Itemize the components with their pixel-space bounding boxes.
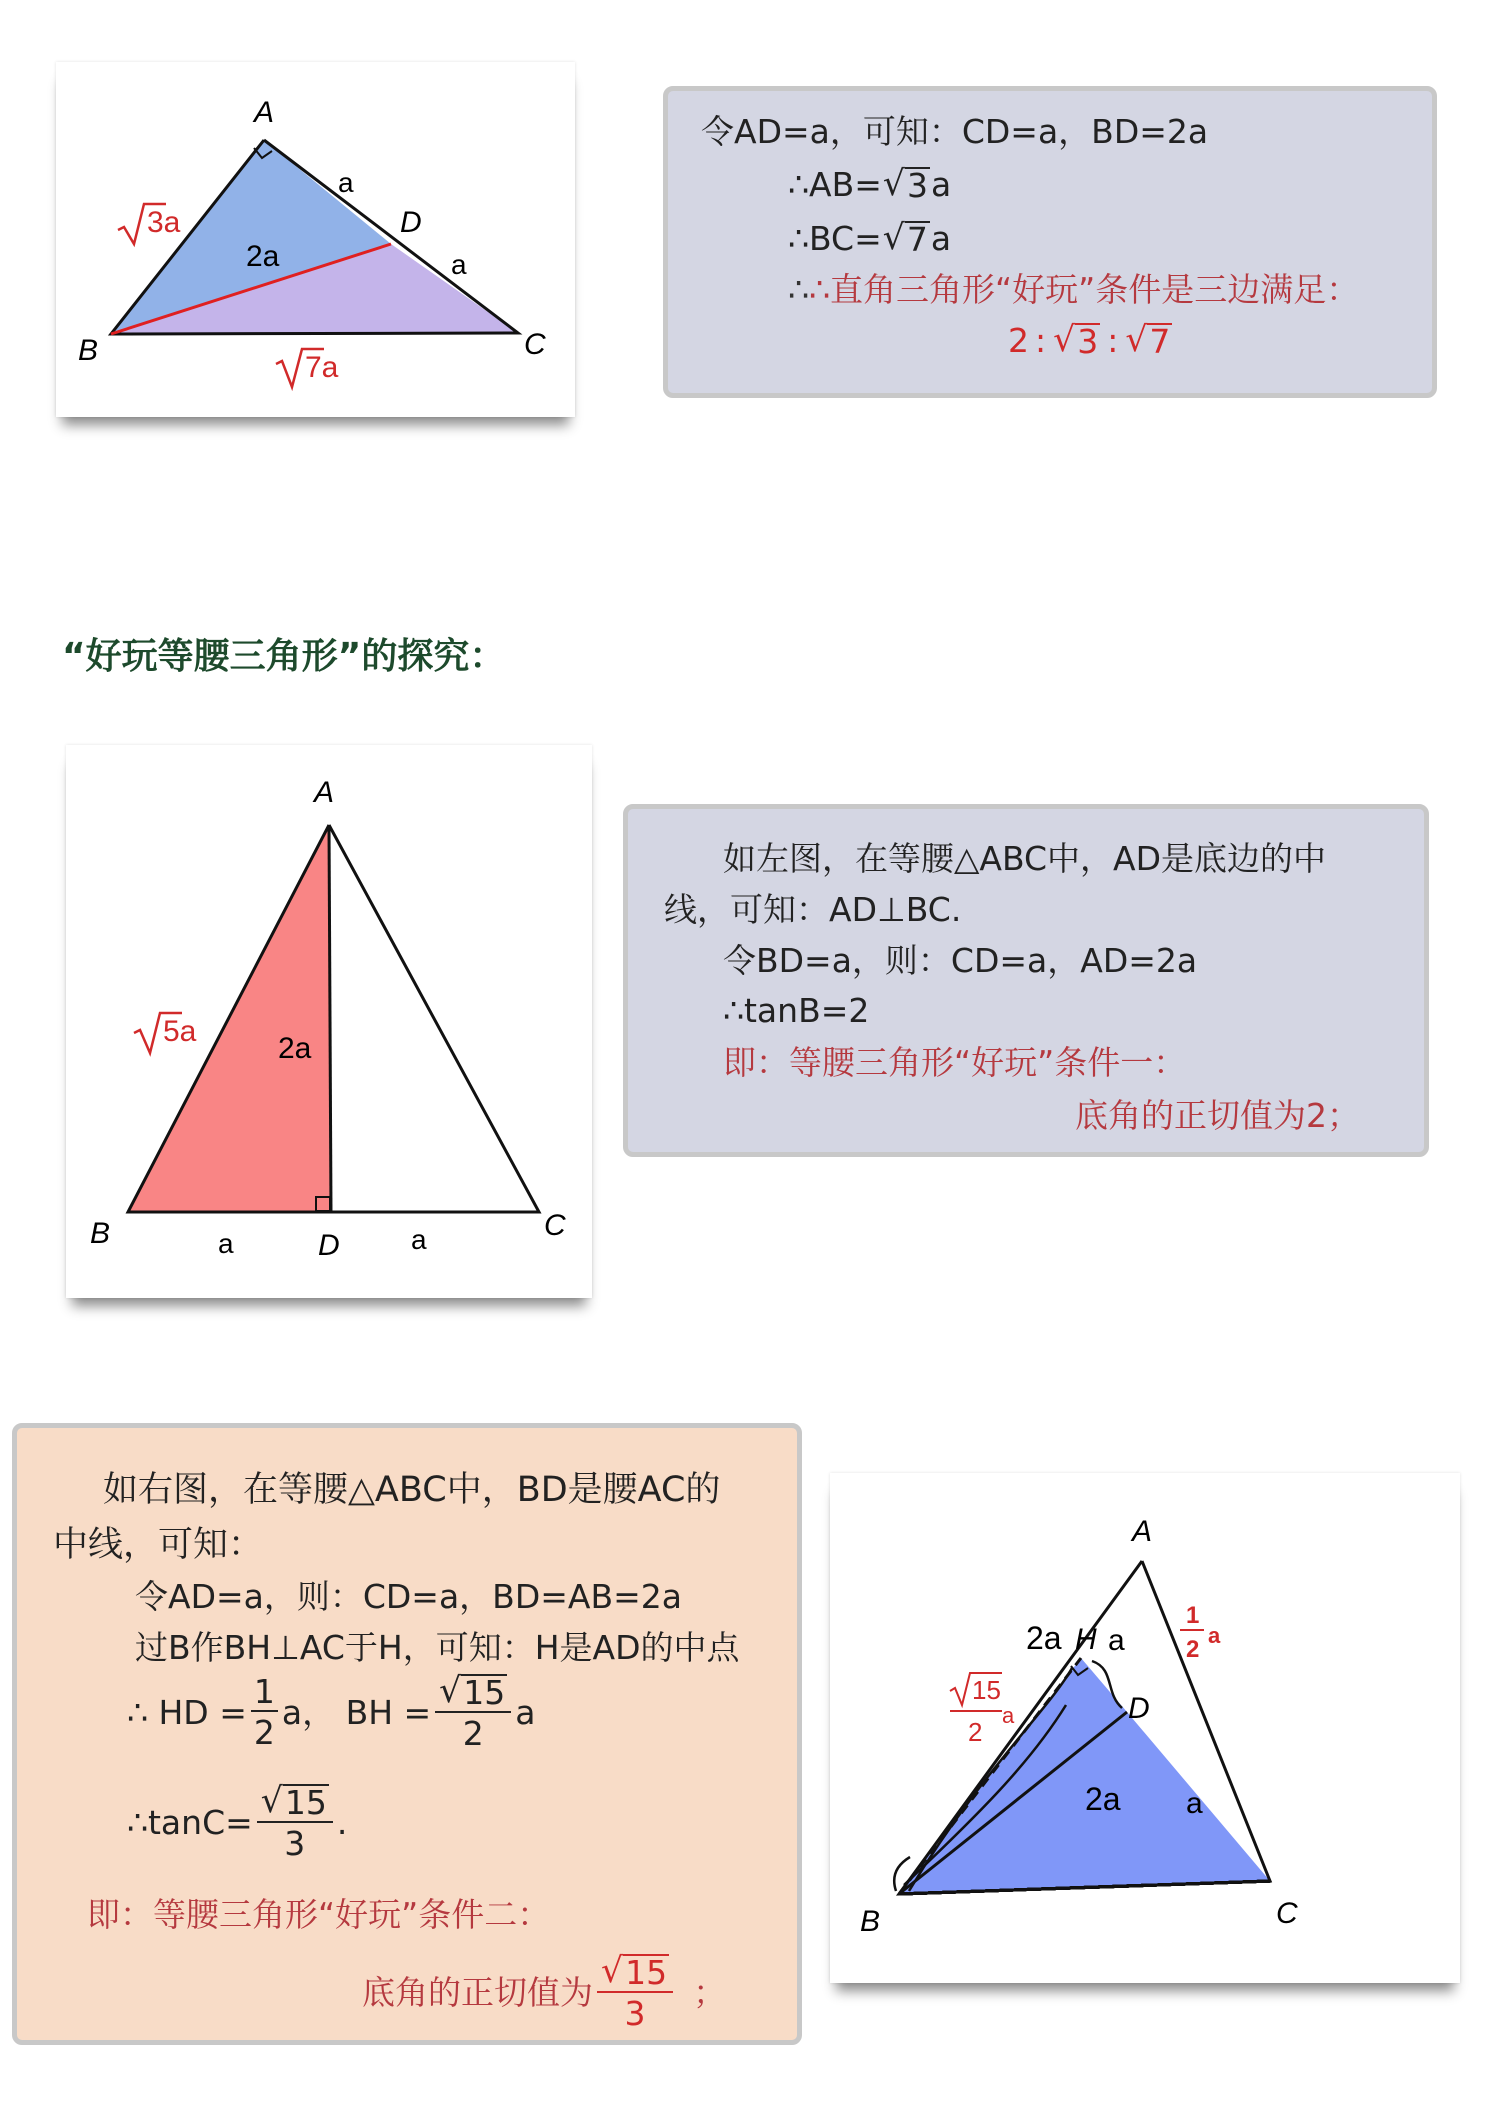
label-bd: a: [218, 1228, 234, 1259]
box2-line-3: 令BD=a，则：CD=a，AD=2a: [723, 941, 1198, 980]
label-ab: 3a: [147, 206, 181, 239]
analysis-box-1: [663, 86, 1437, 398]
box3-line-2: 中线，可知：: [53, 1525, 264, 1565]
isosceles-triangle-diagram: [66, 745, 592, 1298]
label-d: D: [400, 206, 422, 239]
box1-l3-post: a: [930, 219, 952, 258]
section-heading: “好玩等腰三角形”的探究：: [62, 636, 506, 677]
box1-ratio: [1008, 320, 1173, 361]
frac-rad: 15: [625, 1953, 668, 1992]
sqrt-3: √ 3: [882, 164, 928, 205]
label-b: B: [90, 1217, 111, 1250]
box3-line-1: 如右图，在等腰△ABC中，BD是腰AC的: [103, 1470, 721, 1510]
frac-den: 2: [462, 1714, 484, 1753]
analysis-box-2: [623, 804, 1429, 1157]
label-a: A: [254, 96, 275, 129]
label-dc: a: [411, 1224, 427, 1255]
ratio-sqrt-3: √ 3: [1053, 320, 1099, 361]
box3-line-7: 即：等腰三角形“好玩”条件二：: [87, 1895, 551, 1934]
ratio-b: 3: [1077, 322, 1099, 361]
box2-line-1: 如左图，在等腰△ABC中，AD是底边的中: [723, 839, 1327, 878]
box1-line-2: [788, 164, 952, 205]
frac-rad: 15: [284, 1783, 327, 1822]
box2-line-2: 线，可知：AD⊥BC.: [664, 890, 962, 929]
frac-sqrt15-over-2: √ 15 2: [435, 1674, 511, 1750]
frac-sqrt15-over-3-red: √ 15 3: [597, 1954, 673, 2030]
label-c: C: [1276, 1897, 1298, 1930]
box3-line-8: [362, 1951, 727, 2033]
box1-l4-text: ∴直角三角形“好玩”条件是三边满足：: [809, 270, 1360, 309]
bh-label: a， BH =: [281, 1692, 432, 1732]
box1-l3-rad: 7: [906, 220, 928, 259]
ratio-sep-2: :: [1107, 321, 1119, 360]
label-d: D: [1128, 1692, 1150, 1725]
hd-label: ∴ HD =: [127, 1692, 247, 1732]
box2-line-4: ∴tanB=2: [723, 991, 870, 1030]
triangle-bdc: [899, 1658, 1270, 1894]
sqrt-7: √ 7: [882, 218, 928, 259]
label-dc: a: [451, 249, 467, 280]
analysis-box-3: [12, 1423, 802, 2045]
label-bc: 7a: [305, 351, 339, 384]
bh-unit: a: [515, 1692, 536, 1732]
box3-line-4: 过B作BH⊥AC于H，可知：H是AD的中点: [135, 1628, 740, 1667]
box1-l3-pre: ∴BC=: [788, 219, 882, 258]
label-b: B: [78, 334, 99, 367]
frac-den: 3: [284, 1824, 306, 1863]
altitude-ad: [329, 825, 331, 1212]
label-h: H: [1075, 1623, 1097, 1656]
label-d: D: [318, 1229, 340, 1262]
frac-rad: 15: [463, 1673, 506, 1712]
hd-num: 1: [1186, 1602, 1200, 1629]
bh-rad: 15: [972, 1675, 1001, 1705]
box3-line-6: [127, 1781, 348, 1863]
ratio-sep-1: :: [1035, 321, 1047, 360]
frac-sqrt15-over-3: √ 15 3: [257, 1784, 333, 1860]
label-bd: 2a: [246, 240, 280, 273]
label-b: B: [860, 1905, 881, 1938]
label-a: A: [1132, 1515, 1153, 1548]
tanc-label: ∴tanC=: [127, 1802, 253, 1842]
figure-3-card: [830, 1473, 1460, 1983]
label-hd-fraction: [1180, 1602, 1221, 1663]
frac-one-half: [251, 1672, 278, 1752]
label-c: C: [524, 328, 546, 361]
frac-den: 3: [624, 1994, 646, 2033]
label-ha: a: [1108, 1624, 1125, 1657]
frac-den: 2: [253, 1713, 275, 1752]
box1-l2-rad: 3: [906, 166, 928, 205]
box1-l2-pre: ∴AB=: [788, 165, 882, 204]
label-ab: 2a: [1026, 1620, 1062, 1656]
label-bd: 2a: [1085, 1781, 1121, 1817]
condition-2-text: 底角的正切值为: [362, 1972, 593, 2012]
semicolon: ；: [693, 1972, 727, 2012]
label-c: C: [544, 1209, 566, 1242]
box3-line-5: [127, 1671, 536, 1753]
label-ad: 2a: [278, 1032, 312, 1065]
bh-unit: a: [1002, 1703, 1015, 1728]
period: .: [336, 1802, 348, 1842]
frac-num: 1: [251, 1675, 278, 1712]
box3-line-3: 令AD=a，则：CD=a，BD=AB=2a: [135, 1577, 682, 1616]
box2-line-5: 即：等腰三角形“好玩”条件一：: [723, 1043, 1187, 1082]
box1-line-1: 令AD=a，可知：CD=a，BD=2a: [701, 112, 1209, 151]
label-ad: a: [338, 167, 354, 198]
ratio-a: 2: [1008, 321, 1029, 360]
ratio-c: 7: [1149, 322, 1171, 361]
isosceles-median-diagram: [830, 1473, 1460, 1983]
figure-1-card: [56, 62, 575, 417]
hd-den: 2: [1186, 1636, 1200, 1663]
label-a: A: [314, 776, 335, 809]
label-dc: a: [1186, 1787, 1203, 1820]
ratio-sqrt-7: √ 7: [1125, 320, 1171, 361]
box1-l2-post: a: [930, 165, 952, 204]
label-bh-fraction: [950, 1673, 1015, 1747]
right-triangle-diagram: [56, 62, 575, 417]
hd-unit: a: [1208, 1623, 1221, 1648]
box1-line-4: ∴ ∴直角三角形“好玩”条件是三边满足：: [788, 270, 1360, 309]
box1-line-3: [788, 218, 952, 259]
bh-den: 2: [968, 1717, 983, 1747]
figure-2-card: [66, 745, 592, 1298]
label-ab: 5a: [163, 1015, 197, 1048]
box2-line-6: 底角的正切值为2；: [1075, 1096, 1360, 1135]
